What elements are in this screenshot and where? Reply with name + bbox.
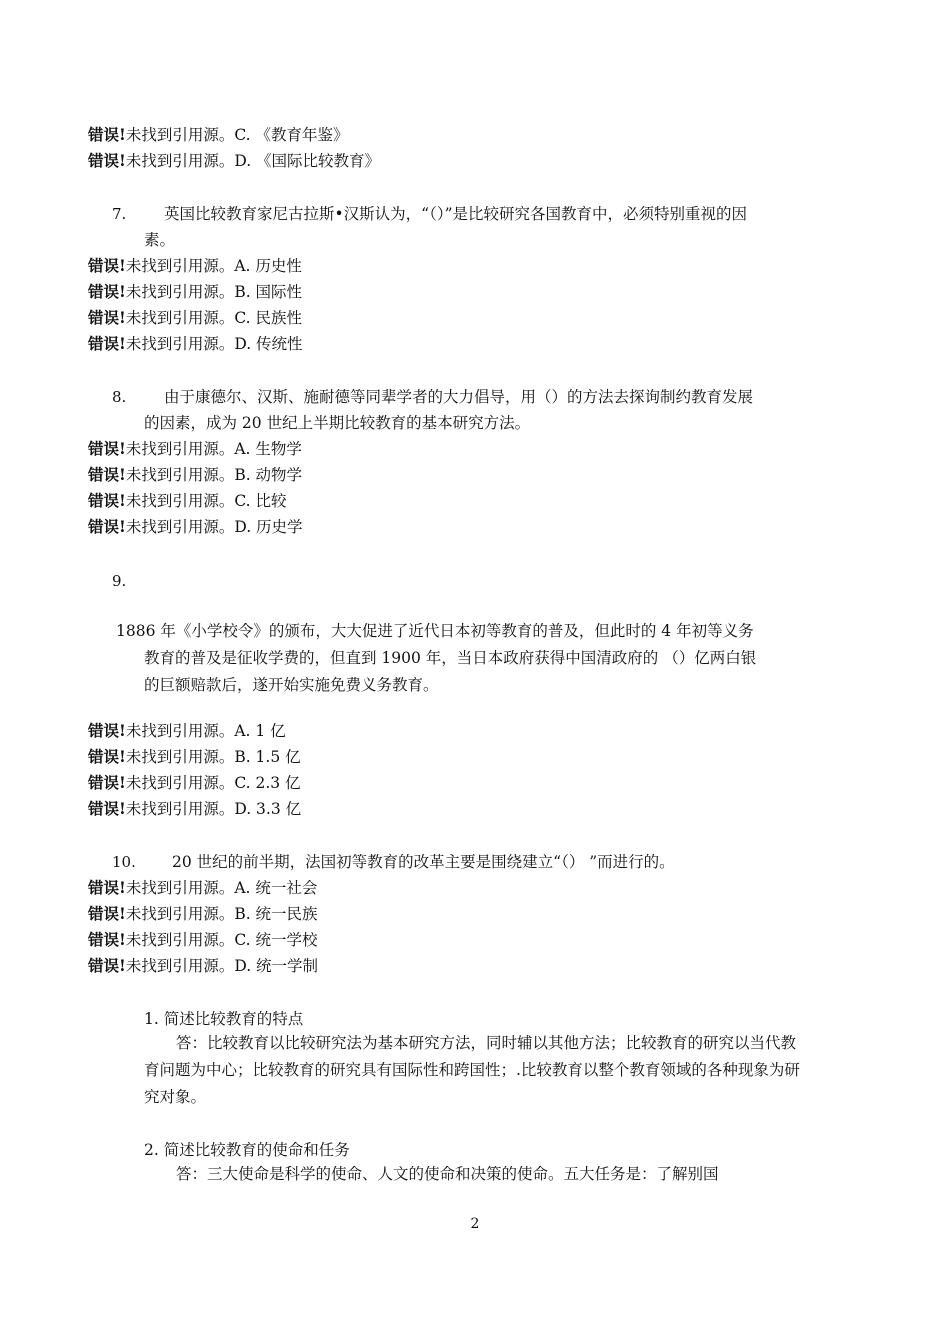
option-line: 错误!未找到引用源。D. 历史学 (88, 517, 303, 536)
option-line: 错误!未找到引用源。C. 民族性 (88, 308, 302, 327)
option-line: 错误!未找到引用源。D. 传统性 (88, 334, 303, 353)
short-answer-title: 1. 简述比较教育的特点 (144, 1010, 304, 1028)
question-text: 教育的普及是征收学费的，但直到 1900 年，当日本政府获得中国清政府的 （）亿两白银 (144, 649, 757, 667)
option-line: 错误!未找到引用源。C. 2.3 亿 (88, 773, 301, 792)
question-number: 8. (112, 388, 127, 406)
short-answer-text: 答：三大使命是科学的使命、人文的使命和决策的使命。五大任务是：了解别国 (176, 1165, 719, 1183)
short-answer-text: 答：比较教育以比较研究法为基本研究方法，同时辅以其他方法；比较教育的研究以当代教育问题为中心；比较教育的研究具有国际性和跨国性；.比较教育以整个教育领域的各种现象为研究对象。 (144, 1034, 800, 1106)
question-text: 1886 年《小学校令》的颁布，大大促进了近代日本初等教育的普及，但此时的 4 年初等义务 (116, 622, 754, 640)
question-number: 9. (112, 572, 127, 590)
question-text: 英国比较教育家尼古拉斯•汉斯认为，“（）”是比较研究各国教育中，必须特别重视的因 (164, 205, 747, 223)
question-number: 7. (112, 205, 127, 223)
question-text: 的因素，成为 20 世纪上半期比较教育的基本研究方法。 (144, 414, 531, 432)
option-line: 错误!未找到引用源。B. 统一民族 (88, 904, 318, 923)
option-line: 错误!未找到引用源。A. 历史性 (88, 256, 302, 275)
page-number: 2 (470, 1216, 480, 1232)
option-line: 错误!未找到引用源。A. 统一社会 (88, 878, 318, 897)
option-line: 错误!未找到引用源。C. 统一学校 (88, 930, 318, 949)
option-line: 错误!未找到引用源。A. 1 亿 (88, 721, 286, 740)
question-text: 20 世纪的前半期，法国初等教育的改革主要是围绕建立“（） ”而进行的。 (172, 853, 675, 871)
question-text: 由于康德尔、汉斯、施耐德等同辈学者的大力倡导，用（）的方法去探询制约教育发展 (164, 388, 754, 406)
option-line: 错误!未找到引用源。D. 统一学制 (88, 956, 319, 975)
option-line: 错误!未找到引用源。D. 《国际比较教育》 (88, 151, 381, 170)
option-line: 错误!未找到引用源。B. 国际性 (88, 282, 303, 301)
question-text: 素。 (144, 231, 176, 249)
option-line: 错误!未找到引用源。C. 《教育年鉴》 (88, 125, 349, 144)
short-answer-title: 2. 简述比较教育的使命和任务 (144, 1141, 350, 1159)
question-text: 的巨额赔款后，遂开始实施免费义务教育。 (144, 676, 439, 694)
option-line: 错误!未找到引用源。D. 3.3 亿 (88, 799, 302, 818)
option-line: 错误!未找到引用源。B. 1.5 亿 (88, 747, 301, 766)
option-line: 错误!未找到引用源。C. 比较 (88, 491, 287, 510)
option-line: 错误!未找到引用源。B. 动物学 (88, 465, 303, 484)
option-line: 错误!未找到引用源。A. 生物学 (88, 439, 302, 458)
question-number: 10. (112, 853, 136, 871)
